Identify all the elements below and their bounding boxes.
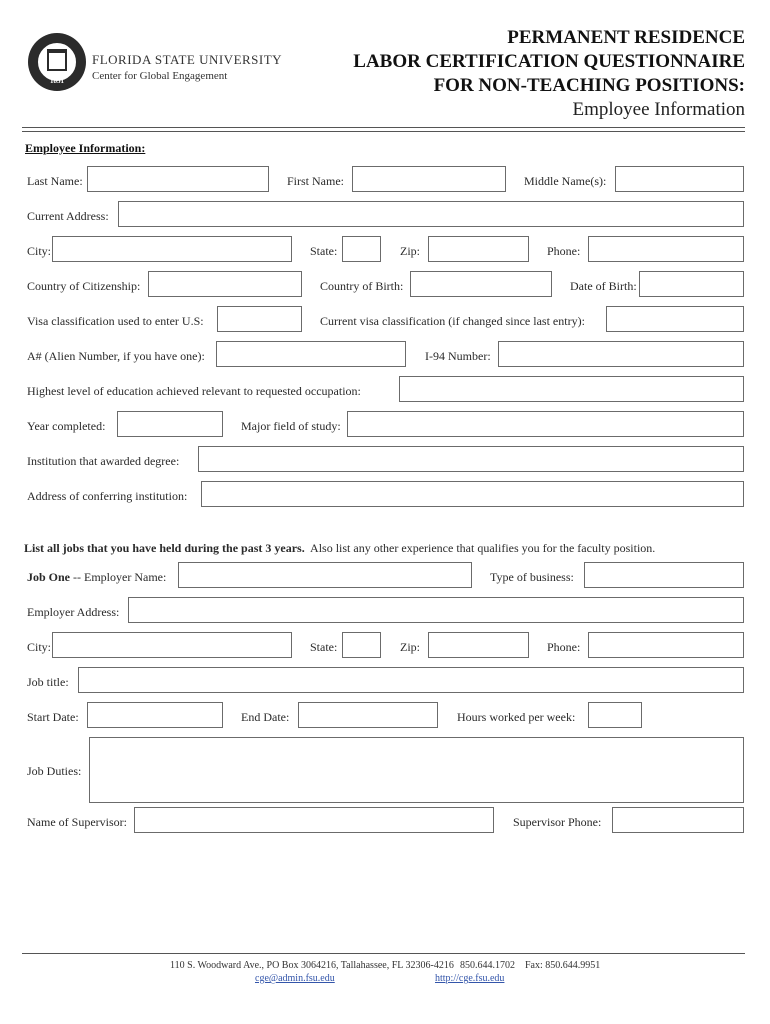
current-address-field[interactable] <box>118 201 744 227</box>
form-subtitle: Employee Information <box>572 99 745 120</box>
institution-field[interactable] <box>198 446 744 472</box>
employee-section-title: Employee Information: <box>25 141 146 155</box>
zip-field[interactable] <box>428 236 529 262</box>
supervisor-label: Name of Supervisor: <box>27 815 127 829</box>
supervisor-phone-label: Supervisor Phone: <box>513 815 602 829</box>
first-name-label: First Name: <box>287 174 344 188</box>
university-seal <box>28 33 86 91</box>
year-completed-label: Year completed: <box>27 419 106 433</box>
jobs-intro <box>24 541 655 555</box>
university-name: FLORIDA STATE UNIVERSITY <box>92 52 283 67</box>
seal-year: 1851 <box>50 77 64 85</box>
last-name-label: Last Name: <box>27 174 83 188</box>
last-name-field[interactable] <box>87 166 269 192</box>
hours-label: Hours worked per week: <box>457 710 576 724</box>
middle-name-label: Middle Name(s): <box>524 174 607 188</box>
job-phone-field[interactable] <box>588 632 744 658</box>
job-zip-field[interactable] <box>428 632 529 658</box>
state-field[interactable] <box>342 236 381 262</box>
job-city-field[interactable] <box>52 632 292 658</box>
country-citizenship-field[interactable] <box>148 271 302 297</box>
current-address-label: Current Address: <box>27 209 109 223</box>
form-title-line2: LABOR CERTIFICATION QUESTIONNAIRE <box>353 51 745 72</box>
institution-label: Institution that awarded degree: <box>27 454 180 468</box>
major-field[interactable] <box>347 411 744 437</box>
employer-name-field[interactable] <box>178 562 472 588</box>
visa-entry-label: Visa classification used to enter U.S: <box>27 314 204 328</box>
hours-field[interactable] <box>588 702 642 728</box>
job-state-label: State: <box>310 640 338 654</box>
jobs-intro-rest: Also list any other experience that qualifies you for the faculty position. <box>310 541 656 555</box>
form-title-line1: PERMANENT RESIDENCE <box>507 27 745 48</box>
footer-email-link[interactable]: cge@admin.fsu.edu <box>255 973 335 984</box>
job-city-label: City: <box>27 640 52 654</box>
business-type-label: Type of business: <box>490 570 574 584</box>
visa-current-label: Current visa classification (if changed since last entry): <box>320 314 585 328</box>
job-one-label: Job One <box>27 570 71 584</box>
form-title-line3: FOR NON-TEACHING POSITIONS: <box>433 75 745 96</box>
zip-label: Zip: <box>400 244 420 258</box>
city-field[interactable] <box>52 236 292 262</box>
employer-name-label: -- Employer Name: <box>73 570 167 584</box>
visa-entry-field[interactable] <box>217 306 302 332</box>
country-birth-label: Country of Birth: <box>320 279 404 293</box>
supervisor-phone-field[interactable] <box>612 807 744 833</box>
seal-crest-icon <box>47 49 67 71</box>
end-date-label: End Date: <box>241 710 290 724</box>
date-birth-field[interactable] <box>639 271 744 297</box>
job-title-label: Job title: <box>27 675 69 689</box>
footer-website-link[interactable]: http://cge.fsu.edu <box>435 973 505 984</box>
footer-address: 110 S. Woodward Ave., PO Box 3064216, Tallahassee, FL 32306-4216 <box>170 960 454 971</box>
supervisor-field[interactable] <box>134 807 494 833</box>
employer-address-label: Employer Address: <box>27 605 120 619</box>
employer-address-field[interactable] <box>128 597 744 623</box>
city-label: City: <box>27 244 52 258</box>
institution-address-label: Address of conferring institution: <box>27 489 188 503</box>
date-birth-label: Date of Birth: <box>570 279 637 293</box>
header-divider <box>22 127 745 132</box>
job-one-heading <box>27 570 166 584</box>
footer-divider <box>22 953 745 955</box>
country-citizenship-label: Country of Citizenship: <box>27 279 141 293</box>
i94-label: I-94 Number: <box>425 349 491 363</box>
job-phone-label: Phone: <box>547 640 581 654</box>
start-date-field[interactable] <box>87 702 223 728</box>
alien-number-label: A# (Alien Number, if you have one): <box>27 349 205 363</box>
country-birth-field[interactable] <box>410 271 552 297</box>
alien-number-field[interactable] <box>216 341 406 367</box>
start-date-label: Start Date: <box>27 710 79 724</box>
end-date-field[interactable] <box>298 702 438 728</box>
i94-field[interactable] <box>498 341 744 367</box>
footer-phone: 850.644.1702 <box>460 960 515 971</box>
phone-field[interactable] <box>588 236 744 262</box>
department-name: Center for Global Engagement <box>92 70 228 82</box>
visa-current-field[interactable] <box>606 306 744 332</box>
phone-label: Phone: <box>547 244 581 258</box>
first-name-field[interactable] <box>352 166 506 192</box>
job-title-field[interactable] <box>78 667 744 693</box>
middle-name-field[interactable] <box>615 166 744 192</box>
jobs-intro-bold: List all jobs that you have held during the past 3 years. <box>24 541 305 555</box>
business-type-field[interactable] <box>584 562 744 588</box>
footer-fax: Fax: 850.644.9951 <box>525 960 601 971</box>
institution-address-field[interactable] <box>201 481 744 507</box>
job-duties-field[interactable] <box>89 737 744 803</box>
job-zip-label: Zip: <box>400 640 420 654</box>
education-field[interactable] <box>399 376 744 402</box>
major-label: Major field of study: <box>241 419 341 433</box>
job-state-field[interactable] <box>342 632 381 658</box>
education-label: Highest level of education achieved relevant to requested occupation: <box>27 384 361 398</box>
state-label: State: <box>310 244 338 258</box>
job-duties-label: Job Duties: <box>27 764 82 778</box>
year-completed-field[interactable] <box>117 411 223 437</box>
